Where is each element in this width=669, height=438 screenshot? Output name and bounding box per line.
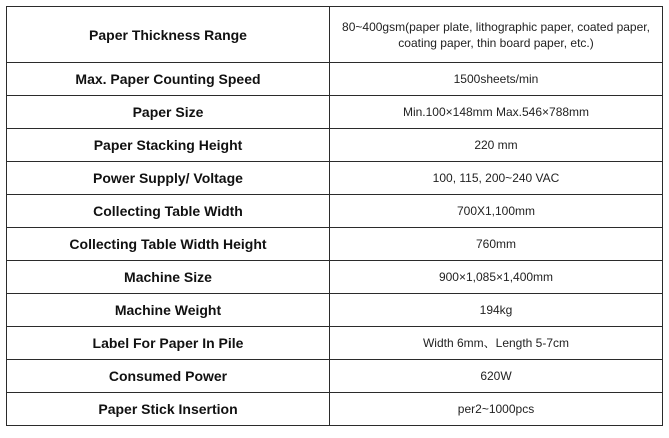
spec-value: per2~1000pcs — [330, 393, 663, 426]
spec-value: 900×1,085×1,400mm — [330, 261, 663, 294]
table-row — [7, 261, 663, 294]
spec-label: Collecting Table Width — [7, 195, 330, 228]
table-row — [7, 393, 663, 426]
table-row — [7, 7, 663, 63]
spec-value: 700X1,100mm — [330, 195, 663, 228]
spec-value: 80~400gsm(paper plate, lithographic paper, coated paper, coating paper, thin board paper, etc.) — [330, 7, 663, 63]
spec-label: Paper Stick Insertion — [7, 393, 330, 426]
spec-value: 194kg — [330, 294, 663, 327]
spec-label: Machine Weight — [7, 294, 330, 327]
spec-label: Power Supply/ Voltage — [7, 162, 330, 195]
table-row — [7, 327, 663, 360]
table-row — [7, 360, 663, 393]
spec-label: Collecting Table Width Height — [7, 228, 330, 261]
spec-value: 1500sheets/min — [330, 63, 663, 96]
spec-value: 100, 115, 200~240 VAC — [330, 162, 663, 195]
table-row — [7, 162, 663, 195]
table-row — [7, 63, 663, 96]
table-row — [7, 129, 663, 162]
spec-value: 220 mm — [330, 129, 663, 162]
spec-label: Paper Size — [7, 96, 330, 129]
spec-label: Paper Stacking Height — [7, 129, 330, 162]
table-row — [7, 294, 663, 327]
spec-label: Paper Thickness Range — [7, 7, 330, 63]
table-row — [7, 96, 663, 129]
spec-value: 620W — [330, 360, 663, 393]
specification-table — [6, 6, 663, 426]
spec-label: Max. Paper Counting Speed — [7, 63, 330, 96]
spec-value: 760mm — [330, 228, 663, 261]
spec-label: Label For Paper In Pile — [7, 327, 330, 360]
spec-value: Width 6mm、Length 5-7cm — [330, 327, 663, 360]
table-row — [7, 228, 663, 261]
spec-value: Min.100×148mm Max.546×788mm — [330, 96, 663, 129]
table-row — [7, 195, 663, 228]
spec-label: Consumed Power — [7, 360, 330, 393]
spec-label: Machine Size — [7, 261, 330, 294]
